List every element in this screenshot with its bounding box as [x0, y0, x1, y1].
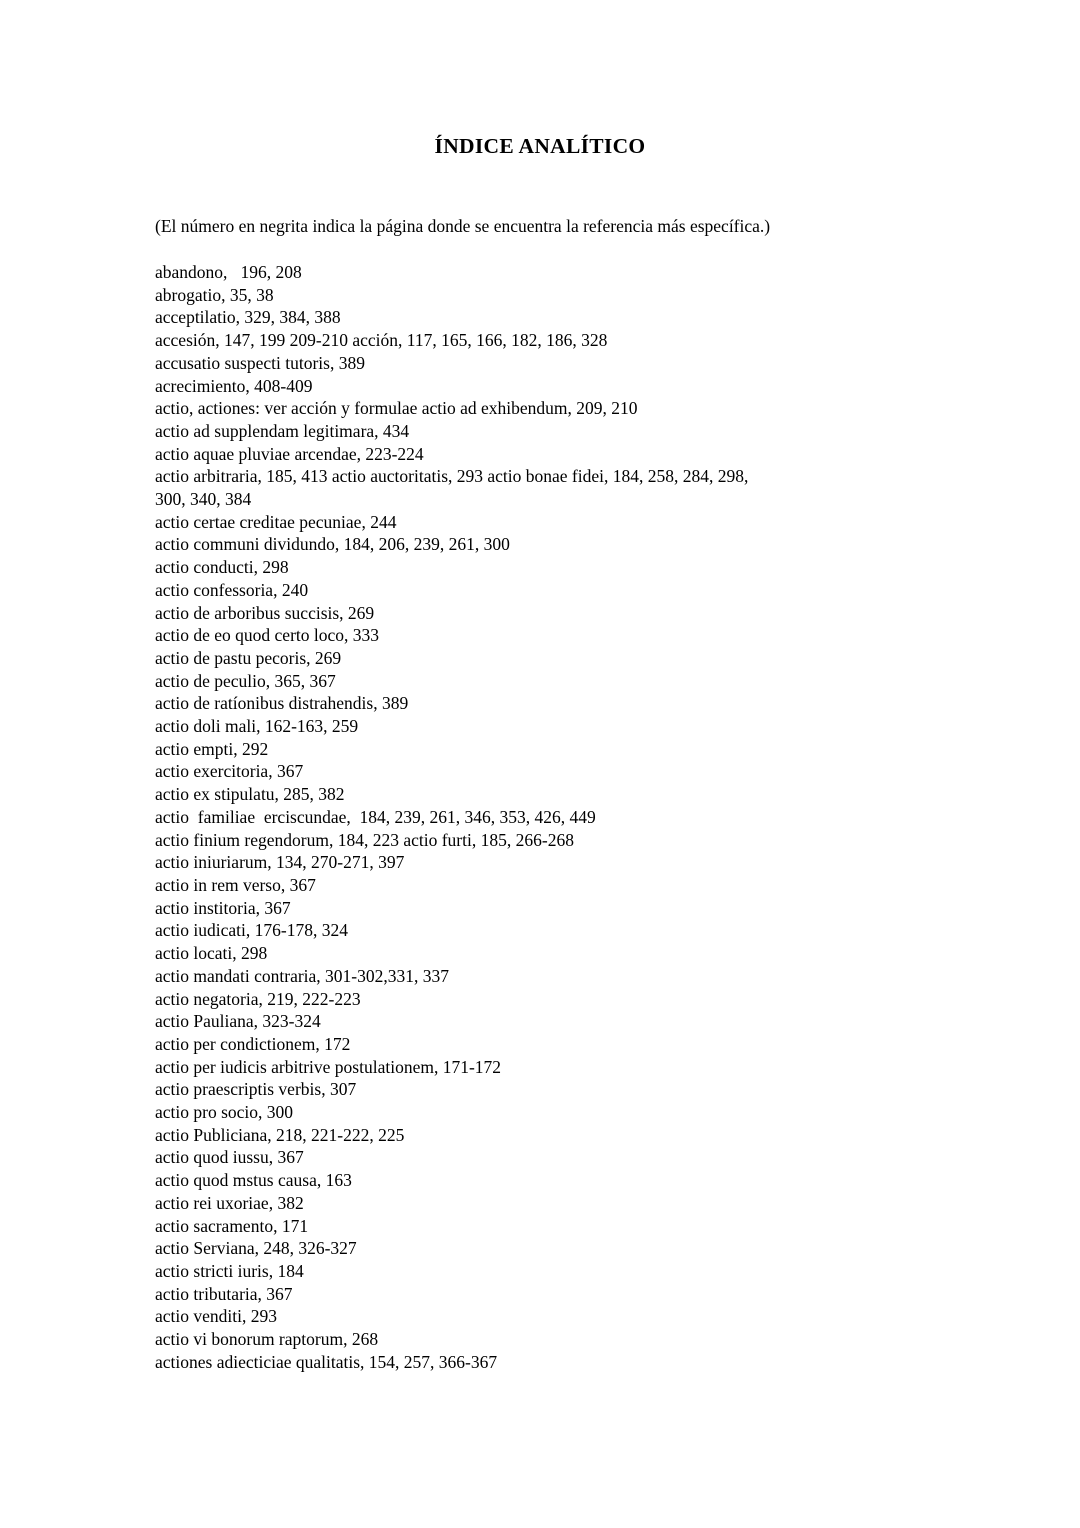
index-entry: actio Serviana, 248, 326-327	[155, 1238, 357, 1259]
index-entry: actio negatoria, 219, 222-223	[155, 988, 361, 1009]
index-entry: accusatio suspecti tutoris, 389	[155, 352, 365, 373]
index-entry: actio arbitraria, 185, 413 actio auctoritatis, 293 actio bonae fidei, 184, 258, 284, 298,	[155, 466, 749, 487]
index-entry: actio aquae pluviae arcendae, 223-224	[155, 443, 424, 464]
index-entry: actio exercitoria, 367	[155, 761, 304, 782]
index-entry: actio de ratíonibus distrahendis, 389	[155, 693, 409, 714]
index-entry: actio per condictionem, 172	[155, 1033, 351, 1054]
index-entry: actio finium regendorum, 184, 223 actio furti, 185, 266-268	[155, 829, 574, 850]
index-entry: actio empti, 292	[155, 738, 269, 759]
index-entry: actio mandati contraria, 301-302,331, 337	[155, 965, 450, 986]
index-entry: actio ad supplendam legitimara, 434	[155, 420, 410, 441]
index-entry: actio de arboribus succisis, 269	[155, 602, 375, 623]
index-entry: actio communi dividundo, 184, 206, 239, 261, 300	[155, 534, 510, 555]
page-title: ÍNDICE ANALÍTICO	[434, 134, 646, 158]
index-entry: abandono, 196, 208	[155, 262, 302, 282]
index-entry: actio rei uxoriae, 382	[155, 1192, 304, 1213]
index-entry: abrogatio, 35, 38	[155, 284, 274, 305]
index-entry: acrecimiento, 408-409	[155, 375, 313, 396]
index-entry: actio tributaria, 367	[155, 1283, 293, 1304]
index-entry: actio de peculio, 365, 367	[155, 670, 336, 691]
index-entry: actio de eo quod certo loco, 333	[155, 625, 380, 646]
index-entry: actio ex stipulatu, 285, 382	[155, 784, 345, 805]
index-entry: actio quod iussu, 367	[155, 1147, 304, 1168]
index-entry: 300, 340, 384	[155, 489, 252, 510]
index-entry: actio sacramento, 171	[155, 1215, 309, 1236]
index-entries	[155, 261, 955, 1373]
index-entry: actio familiae erciscundae, 184, 239, 261, 346, 353, 426, 449	[155, 806, 596, 827]
index-entry: actio locati, 298	[155, 943, 268, 964]
index-entry: actio iniuriarum, 134, 270-271, 397	[155, 852, 405, 873]
index-entry: acceptilatio, 329, 384, 388	[155, 307, 341, 328]
index-note: (El número en negrita indica la página donde se encuentra la referencia más específica.)	[155, 216, 771, 236]
index-entry: actio vi bonorum raptorum, 268	[155, 1329, 379, 1350]
index-entry: actio conducti, 298	[155, 557, 289, 578]
index-entry: actio Publiciana, 218, 221-222, 225	[155, 1124, 405, 1145]
index-entry: actio iudicati, 176-178, 324	[155, 920, 348, 941]
index-entry: actio praescriptis verbis, 307	[155, 1079, 357, 1100]
index-entry: actio institoria, 367	[155, 897, 291, 918]
index-entry: actio doli mali, 162-163, 259	[155, 716, 359, 737]
index-entry: actio pro socio, 300	[155, 1102, 294, 1123]
index-entry: actiones adiecticiae qualitatis, 154, 257, 366-367	[155, 1351, 498, 1372]
index-entry: actio Pauliana, 323-324	[155, 1011, 321, 1032]
index-entry: accesión, 147, 199 209-210 acción, 117, 165, 166, 182, 186, 328	[155, 330, 608, 351]
index-entry: actio certae creditae pecuniae, 244	[155, 511, 397, 532]
index-entry: actio in rem verso, 367	[155, 874, 316, 895]
index-entry: actio confessoria, 240	[155, 579, 309, 600]
index-entry: actio venditi, 293	[155, 1306, 277, 1327]
index-entry: actio quod mstus causa, 163	[155, 1170, 352, 1191]
index-entry: actio de pastu pecoris, 269	[155, 647, 342, 668]
index-entry: actio, actiones: ver acción y formulae actio ad exhibendum, 209, 210	[155, 398, 638, 419]
index-entry: actio per iudicis arbitrive postulationem, 171-172	[155, 1056, 502, 1077]
index-entry: actio stricti iuris, 184	[155, 1260, 304, 1281]
